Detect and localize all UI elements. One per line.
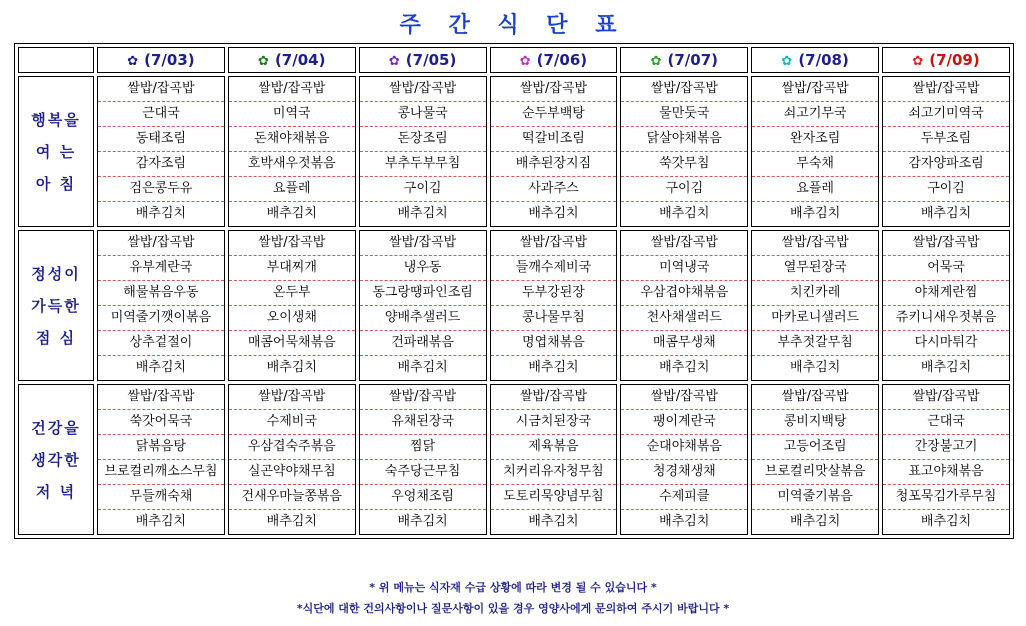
- menu-item: 마카로니샐러드: [752, 306, 878, 331]
- menu-item: 쌀밥/잡곡밥: [229, 385, 355, 410]
- menu-item: 구이김: [360, 177, 486, 202]
- day-header: [97, 47, 225, 73]
- menu-item: 배추김치: [920, 514, 972, 529]
- menu-item: 떡갈비조림: [491, 127, 617, 152]
- menu-item: 콩나물무침: [491, 306, 617, 331]
- menu-table: [14, 43, 1014, 539]
- menu-item: 배추김치: [266, 514, 317, 529]
- day-header: [882, 47, 1010, 73]
- menu-item: 미역줄기볶음: [752, 485, 878, 510]
- page-title: 주 간 식 단 표: [399, 13, 627, 38]
- menu-item: 닭볶음탕: [98, 435, 224, 460]
- menu-item: 표고야채볶음: [883, 460, 1009, 485]
- menu-cell: [97, 230, 225, 381]
- menu-cell: [97, 384, 225, 535]
- menu-item: 숙주당근무침: [360, 460, 486, 485]
- menu-item: 쌀밥/잡곡밥: [360, 385, 486, 410]
- menu-item: 쌀밥/잡곡밥: [98, 231, 224, 256]
- meal-label-line: 점 심: [35, 328, 77, 347]
- menu-item: 간장불고기: [883, 435, 1009, 460]
- menu-item: 쌀밥/잡곡밥: [752, 77, 878, 102]
- menu-item: 우엉채조림: [360, 485, 486, 510]
- menu-item: 배추김치: [135, 514, 187, 529]
- menu-item: 쌀밥/잡곡밥: [360, 231, 486, 256]
- menu-cell: [751, 384, 879, 535]
- menu-item: 구이김: [621, 177, 747, 202]
- menu-item: 쥬키니새우젓볶음: [883, 306, 1009, 331]
- menu-item: 상추겉절이: [98, 331, 224, 356]
- meal-row: [18, 76, 1010, 227]
- day-date: (7/04): [274, 51, 326, 69]
- menu-item: 배추김치: [397, 514, 448, 529]
- menu-item: 치커리유자청무침: [491, 460, 617, 485]
- menu-item: 배추김치: [659, 514, 710, 529]
- menu-item: 돈채야채볶음: [229, 127, 355, 152]
- menu-body: [18, 76, 1010, 535]
- menu-item: 건새우마늘쫑볶음: [229, 485, 355, 510]
- menu-item: 냉우동: [360, 256, 486, 281]
- meal-label: [18, 76, 94, 227]
- menu-item: 명엽채볶음: [491, 331, 617, 356]
- menu-cell: [228, 384, 356, 535]
- menu-cell: [751, 230, 879, 381]
- menu-item: 매콤무생채: [621, 331, 747, 356]
- menu-item: 어묵국: [883, 256, 1009, 281]
- menu-cell: [751, 76, 879, 227]
- menu-item: 팽이계란국: [621, 410, 747, 435]
- menu-item: 쌀밥/잡곡밥: [752, 385, 878, 410]
- menu-item: 쌀밥/잡곡밥: [883, 385, 1009, 410]
- menu-item: 요플레: [229, 177, 355, 202]
- menu-item: 호박새우젓볶음: [229, 152, 355, 177]
- menu-cell: [882, 230, 1010, 381]
- menu-item: 배추김치: [266, 360, 317, 375]
- menu-item: 쌀밥/잡곡밥: [883, 77, 1009, 102]
- header-row: [18, 47, 1010, 73]
- notice-text: * 위 메뉴는 식자재 수급 상황에 따라 변경 될 수 있습니다 *: [369, 581, 657, 594]
- menu-cell: [882, 76, 1010, 227]
- menu-item: 두부조림: [883, 127, 1009, 152]
- menu-item: 무숙채: [752, 152, 878, 177]
- menu-item: 들깨수제비국: [491, 256, 617, 281]
- menu-item: 닭살야채볶음: [621, 127, 747, 152]
- menu-item: 실곤약야채무침: [229, 460, 355, 485]
- meal-label-line: 행복을: [31, 110, 81, 129]
- menu-item: 매콤어묵채볶음: [229, 331, 355, 356]
- menu-item: 쌀밥/잡곡밥: [229, 231, 355, 256]
- menu-cell: [359, 230, 487, 381]
- menu-item: 우삼겹야채볶음: [621, 281, 747, 306]
- menu-item: 쌀밥/잡곡밥: [98, 385, 224, 410]
- menu-item: 근대국: [883, 410, 1009, 435]
- menu-item: 배추김치: [920, 206, 972, 221]
- menu-item: 열무된장국: [752, 256, 878, 281]
- flower-icon: ✿: [519, 54, 531, 69]
- menu-item: 무들깨숙채: [98, 485, 224, 510]
- menu-item: 유부계란국: [98, 256, 224, 281]
- day-header: [620, 47, 748, 73]
- menu-item: 온두부: [229, 281, 355, 306]
- menu-item: 다시마튀각: [883, 331, 1009, 356]
- menu-cell: [97, 76, 225, 227]
- menu-item: 배추김치: [920, 360, 972, 375]
- menu-item: 물만둣국: [621, 102, 747, 127]
- menu-cell: [359, 76, 487, 227]
- menu-item: 시금치된장국: [491, 410, 617, 435]
- menu-item: 미역국: [229, 102, 355, 127]
- day-date: (7/05): [405, 51, 457, 69]
- menu-cell: [620, 230, 748, 381]
- menu-item: 두부강된장: [491, 281, 617, 306]
- menu-item: 배추김치: [790, 360, 841, 375]
- meal-label-line: 정성이: [31, 264, 81, 283]
- menu-item: 쑥갓어묵국: [98, 410, 224, 435]
- menu-item: 동태조림: [98, 127, 224, 152]
- menu-cell: [228, 76, 356, 227]
- menu-item: 쌀밥/잡곡밥: [491, 231, 617, 256]
- menu-item: 배추김치: [135, 360, 187, 375]
- menu-cell: [490, 76, 618, 227]
- menu-item: 양배추샐러드: [360, 306, 486, 331]
- menu-item: 쌀밥/잡곡밥: [491, 77, 617, 102]
- menu-item: 배추김치: [659, 360, 710, 375]
- menu-item: 완자조림: [752, 127, 878, 152]
- menu-item: 배추김치: [528, 206, 579, 221]
- menu-item: 쇠고기무국: [752, 102, 878, 127]
- flower-icon: ✿: [912, 54, 924, 69]
- menu-item: 배추김치: [528, 360, 579, 375]
- menu-item: 제육볶음: [491, 435, 617, 460]
- contact-notice-text: *식단에 대한 건의사항이나 질문사항이 있을 경우 영양사에게 문의하여 주시기 바랍니다 *: [296, 602, 730, 615]
- menu-item: 미역냉국: [621, 256, 747, 281]
- meal-label-line: 여 는: [35, 142, 77, 161]
- menu-item: 야채계란찜: [883, 281, 1009, 306]
- day-header: [228, 47, 356, 73]
- menu-item: 배추김치: [135, 206, 187, 221]
- menu-cell: [359, 384, 487, 535]
- meal-label: [18, 230, 94, 381]
- menu-item: 콩나물국: [360, 102, 486, 127]
- menu-item: 찜닭: [360, 435, 486, 460]
- flower-icon: ✿: [388, 54, 400, 69]
- flower-icon: ✿: [127, 54, 139, 69]
- meal-label: [18, 384, 94, 535]
- menu-item: 순두부백탕: [491, 102, 617, 127]
- menu-item: 구이김: [883, 177, 1009, 202]
- menu-item: 배추김치: [659, 206, 710, 221]
- menu-item: 부추젓갈무침: [752, 331, 878, 356]
- menu-item: 브로컬리깨소스무침: [98, 460, 224, 485]
- menu-item: 도토리묵양념무침: [491, 485, 617, 510]
- menu-item: 배추김치: [790, 514, 841, 529]
- menu-item: 쌀밥/잡곡밥: [621, 77, 747, 102]
- menu-item: 콩비지백탕: [752, 410, 878, 435]
- menu-item: 근대국: [98, 102, 224, 127]
- menu-cell: [490, 230, 618, 381]
- menu-item: 배추김치: [790, 206, 841, 221]
- day-date: (7/03): [144, 51, 195, 69]
- menu-item: 부대찌개: [229, 256, 355, 281]
- menu-item: 배추김치: [266, 206, 317, 221]
- menu-item: 쌀밥/잡곡밥: [621, 231, 747, 256]
- menu-cell: [620, 384, 748, 535]
- day-header: [359, 47, 487, 73]
- menu-cell: [620, 76, 748, 227]
- menu-item: 쇠고기미역국: [883, 102, 1009, 127]
- menu-item: 고등어조림: [752, 435, 878, 460]
- menu-item: 배추김치: [397, 360, 448, 375]
- menu-item: 동그랑땡파인조림: [360, 281, 486, 306]
- menu-cell: [228, 230, 356, 381]
- menu-item: 쑥갓무침: [621, 152, 747, 177]
- menu-item: 해물볶음우동: [98, 281, 224, 306]
- menu-item: 감자조림: [98, 152, 224, 177]
- meal-label-line: 아 침: [35, 174, 77, 193]
- menu-item: 쌀밥/잡곡밥: [360, 77, 486, 102]
- menu-item: 쌀밥/잡곡밥: [883, 231, 1009, 256]
- flower-icon: ✿: [258, 54, 269, 69]
- menu-item: 천사채샐러드: [621, 306, 747, 331]
- menu-item: 브로컬리맛살볶음: [752, 460, 878, 485]
- meal-row: [18, 230, 1010, 381]
- menu-item: 돈장조림: [360, 127, 486, 152]
- menu-cell: [882, 384, 1010, 535]
- menu-item: 요플레: [752, 177, 878, 202]
- menu-item: 쌀밥/잡곡밥: [752, 231, 878, 256]
- meal-label-line: 가득한: [31, 296, 81, 315]
- menu-item: 미역줄기깻이볶음: [98, 306, 224, 331]
- menu-item: 쌀밥/잡곡밥: [98, 77, 224, 102]
- menu-item: 순대야채볶음: [621, 435, 747, 460]
- meal-row: [18, 384, 1010, 535]
- day-date: (7/06): [536, 51, 588, 69]
- meal-label-line: 저 녁: [35, 482, 77, 501]
- menu-item: 배추김치: [528, 514, 579, 529]
- day-date: (7/08): [798, 51, 849, 69]
- menu-item: 부추두부무침: [360, 152, 486, 177]
- menu-item: 청포묵김가루무침: [883, 485, 1009, 510]
- menu-item: 사과주스: [491, 177, 617, 202]
- menu-item: 우삼겹숙주볶음: [229, 435, 355, 460]
- menu-cell: [490, 384, 618, 535]
- menu-item: 수제비국: [229, 410, 355, 435]
- day-date: (7/07): [667, 51, 718, 69]
- menu-item: 수제피클: [621, 485, 747, 510]
- menu-item: 치킨카레: [752, 281, 878, 306]
- menu-item: 청경채생채: [621, 460, 747, 485]
- flower-icon: ✿: [650, 54, 662, 69]
- day-header: [490, 47, 618, 73]
- menu-item: 검은콩두유: [98, 177, 224, 202]
- menu-item: 쌀밥/잡곡밥: [621, 385, 747, 410]
- menu-item: 감자양파조림: [883, 152, 1009, 177]
- flower-icon: ✿: [781, 54, 793, 69]
- menu-item: 쌀밥/잡곡밥: [491, 385, 617, 410]
- menu-item: 쌀밥/잡곡밥: [229, 77, 355, 102]
- meal-label-line: 생각한: [31, 450, 81, 469]
- menu-item: 유채된장국: [360, 410, 486, 435]
- menu-item: 배추김치: [397, 206, 448, 221]
- day-header: [751, 47, 879, 73]
- menu-item: 배추된장지짐: [491, 152, 617, 177]
- day-date: (7/09): [929, 51, 980, 69]
- meal-label-line: 건강을: [31, 418, 81, 437]
- corner-cell: [18, 47, 94, 73]
- menu-item: 건파래볶음: [360, 331, 486, 356]
- menu-item: 오이생채: [229, 306, 355, 331]
